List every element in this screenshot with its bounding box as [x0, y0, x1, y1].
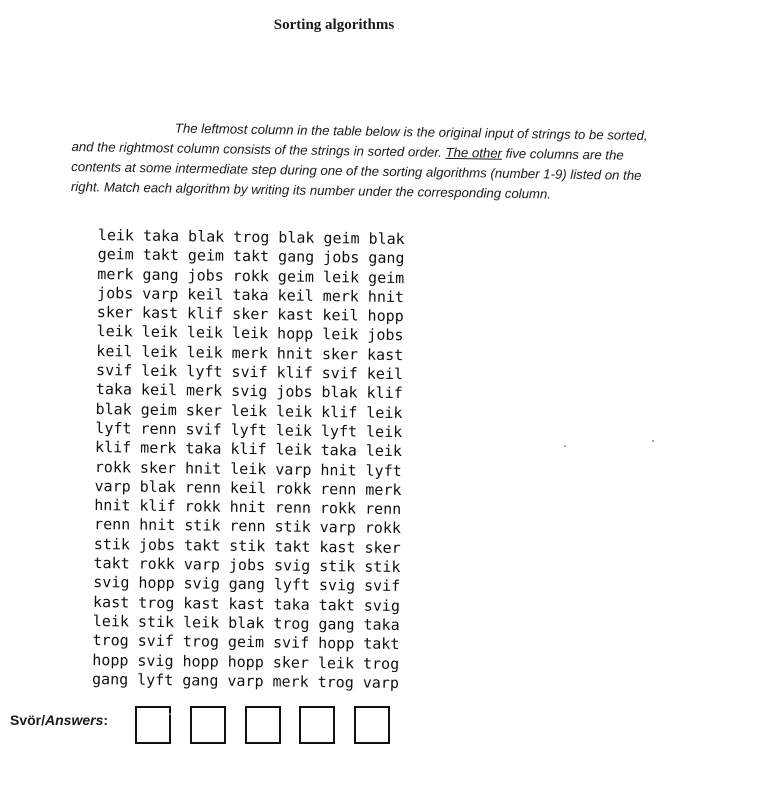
table-cell-col-5: merk [272, 672, 309, 691]
table-cell-col-7: jobs [367, 326, 404, 345]
table-cell-col-7: sker [364, 538, 401, 557]
table-cell-col-5: geim [277, 267, 315, 286]
table-cell-col-5: leik [275, 421, 313, 440]
table-cell-col-5: gang [277, 247, 315, 267]
table-cell-col-6: leik [322, 325, 359, 344]
table-cell-col-3: varp [183, 555, 221, 574]
table-cell-col-2: stik [137, 612, 175, 632]
table-cell-col-6: svif [321, 364, 358, 383]
table-cell-col-2: sker [139, 458, 177, 477]
table-cell-col-2: leik [141, 342, 178, 361]
table-cell-col-1: varp [94, 476, 131, 496]
table-cell-col-3: stik [184, 516, 221, 536]
table-cell-col-3: kast [183, 593, 220, 613]
table-cell-col-2: varp [142, 284, 179, 303]
table-cell-col-1: taka [95, 380, 133, 399]
table-cell-col-7: hopp [367, 306, 404, 326]
table-cell-col-7: taka [363, 615, 400, 634]
table-cell-col-2: taka [142, 226, 180, 246]
table-cell-col-5: blak [278, 228, 315, 247]
table-cell-col-3: leik [182, 613, 220, 632]
table-cell-col-4: hopp [227, 652, 264, 671]
table-cell-col-6: kast [319, 537, 356, 557]
instructions-line-4: right. Match each algorithm by writing its number under the corresponding column. [70, 178, 552, 202]
table-cell-col-4: taka [232, 285, 269, 305]
scan-speck [564, 445, 566, 447]
table-cell-col-2: geim [140, 400, 177, 419]
table-cell-col-6: stik [319, 557, 356, 576]
table-cell-col-4: renn [229, 517, 266, 536]
answer-box-3[interactable] [245, 706, 281, 744]
table-cell-col-4: gang [228, 575, 265, 594]
table-cell-col-3: blak [188, 227, 225, 246]
strings-table-container [88, 226, 410, 693]
table-cell-col-4: stik [229, 536, 266, 556]
table-cell-col-7: rokk [364, 519, 402, 538]
table-cell-col-2: jobs [138, 535, 176, 554]
table-cell-col-2: klif [139, 496, 176, 516]
table-cell-col-4: sker [232, 305, 269, 324]
table-cell-col-2: renn [140, 419, 177, 439]
table-cell-col-6: jobs [323, 248, 360, 267]
table-cell-col-3: hopp [182, 651, 219, 671]
table-cell-col-6: renn [320, 479, 357, 499]
scan-speck [652, 440, 654, 442]
table-cell-col-1: merk [97, 264, 134, 284]
table-cell-col-1: trog [92, 631, 129, 650]
table-cell-col-1: hopp [92, 650, 129, 670]
table-row [88, 670, 404, 693]
table-cell-col-1: svif [95, 361, 133, 380]
table-cell-col-4: trog [233, 227, 270, 247]
table-cell-col-4: jobs [228, 555, 266, 575]
table-cell-col-5: hopp [276, 324, 314, 344]
table-cell-col-7: varp [362, 673, 400, 692]
table-cell-col-7: kast [366, 345, 404, 364]
table-cell-col-3: rokk [184, 497, 221, 516]
table-cell-col-6: taka [320, 441, 357, 460]
table-cell-col-6: leik [317, 653, 355, 672]
answers-label [10, 712, 108, 728]
table-cell-col-7: leik [365, 441, 403, 461]
table-cell-col-4: svif [231, 362, 268, 382]
table-cell-col-1: svig [93, 573, 130, 592]
table-cell-col-6: varp [319, 518, 356, 537]
table-cell-col-4: keil [229, 478, 267, 498]
answer-box-4[interactable] [299, 706, 335, 744]
table-cell-col-1: renn [93, 515, 131, 534]
table-cell-col-7: stik [364, 557, 401, 577]
table-cell-col-4: geim [227, 633, 265, 652]
instructions-line-2-end: five columns are the [505, 145, 624, 163]
scan-speck [169, 713, 171, 715]
table-cell-col-6: blak [321, 383, 358, 402]
table-cell-col-6: keil [322, 306, 359, 325]
table-cell-col-2: hopp [138, 573, 175, 593]
instructions-underlined-text: The other [445, 144, 503, 161]
answers-label-italic: Answers [45, 712, 104, 728]
table-cell-col-1: stik [93, 534, 131, 554]
table-cell-col-4: rokk [232, 266, 269, 285]
table-cell-col-3: svig [183, 574, 220, 594]
table-cell-col-2: svif [137, 631, 174, 651]
table-cell-col-6: gang [318, 614, 355, 634]
table-cell-col-7: svig [363, 596, 401, 615]
answer-box-1[interactable] [135, 706, 171, 744]
table-cell-col-1: rokk [94, 457, 132, 477]
table-cell-col-7: leik [365, 422, 403, 442]
table-cell-col-3: jobs [187, 265, 224, 285]
table-cell-col-5: trog [273, 614, 310, 633]
table-cell-col-5: hnit [276, 344, 314, 363]
table-cell-col-3: taka [185, 439, 222, 458]
table-cell-col-6: geim [323, 229, 360, 248]
table-cell-col-3: klif [186, 304, 224, 323]
table-cell-col-3: leik [186, 343, 223, 362]
table-cell-col-7: trog [362, 654, 400, 673]
table-cell-col-6: merk [322, 286, 359, 306]
table-cell-col-4: klif [230, 440, 267, 459]
table-cell-col-4: lyft [230, 420, 267, 440]
table-cell-col-7: keil [366, 364, 404, 384]
table-cell-col-2: trog [138, 593, 175, 612]
table-cell-col-7: lyft [365, 461, 402, 480]
table-cell-col-3: geim [187, 246, 225, 266]
table-cell-col-3: leik [186, 323, 224, 343]
table-cell-col-7: takt [363, 634, 400, 654]
table-cell-col-2: rokk [138, 554, 175, 574]
table-cell-col-6: klif [321, 402, 358, 422]
table-cell-col-7: merk [365, 480, 402, 499]
table-cell-col-1: keil [96, 341, 133, 361]
table-cell-col-5: lyft [273, 575, 311, 595]
table-cell-col-5: taka [273, 595, 310, 614]
table-cell-col-6: leik [322, 267, 360, 287]
table-cell-col-1: takt [93, 554, 130, 573]
table-cell-col-4: merk [231, 343, 268, 363]
table-cell-col-1: jobs [97, 283, 134, 303]
table-cell-col-6: hnit [320, 460, 357, 480]
table-cell-col-2: kast [141, 303, 179, 323]
answer-box-2[interactable] [190, 706, 226, 744]
table-cell-col-3: sker [185, 400, 223, 420]
table-cell-col-1: blak [95, 399, 132, 419]
table-cell-col-2: keil [140, 381, 178, 400]
table-cell-col-1: sker [96, 303, 134, 322]
table-cell-col-3: keil [187, 285, 224, 304]
table-cell-col-5: leik [275, 402, 313, 421]
table-cell-col-2: leik [141, 361, 178, 381]
title-text: Sorting algorithms [273, 17, 395, 33]
table-cell-col-2: svig [137, 651, 174, 670]
table-cell-col-7: blak [368, 229, 405, 249]
instructions-line-2-text: and the rightmost column consists of the strings in sorted order. [71, 138, 443, 160]
table-cell-col-4: leik [230, 459, 267, 478]
table-cell-col-4: leik [231, 324, 269, 343]
table-cell-col-6: svig [318, 576, 356, 595]
table-cell-col-5: klif [276, 363, 313, 382]
table-cell-col-2: takt [142, 245, 179, 265]
table-cell-col-6: trog [317, 672, 354, 692]
table-cell-col-2: leik [141, 323, 178, 342]
table-cell-col-3: takt [183, 535, 221, 555]
table-cell-col-3: lyft [186, 362, 223, 381]
table-cell-col-7: klif [366, 383, 403, 403]
table-cell-col-5: stik [274, 517, 311, 537]
table-cell-col-4: varp [227, 671, 264, 691]
table-cell-col-4: blak [228, 613, 265, 633]
instructions-line-1: The leftmost column in the table below is the original input of strings to be sorted, [174, 120, 648, 144]
answers-label-colon: : [103, 712, 109, 728]
table-cell-col-7: hnit [367, 287, 405, 306]
table-cell-col-1: leik [97, 226, 135, 245]
table-cell-col-3: gang [182, 671, 219, 690]
table-cell-col-7: svif [363, 576, 401, 596]
table-cell-col-7: geim [367, 268, 405, 287]
table-cell-col-3: renn [184, 478, 222, 497]
table-cell-col-1: geim [97, 245, 134, 264]
table-cell-col-2: blak [139, 477, 176, 496]
table-cell-col-3: trog [182, 632, 220, 651]
table-cell-col-5: varp [275, 459, 312, 479]
table-cell-col-1: leik [96, 322, 133, 341]
table-cell-col-3: hnit [184, 458, 222, 478]
table-cell-col-5: svif [272, 633, 310, 653]
table-cell-col-4: hnit [229, 497, 266, 517]
table-cell-col-4: leik [230, 401, 268, 420]
table-cell-col-1: lyft [95, 419, 132, 438]
table-cell-col-6: sker [321, 344, 359, 364]
table-cell-col-4: takt [232, 247, 270, 266]
table-cell-col-1: gang [91, 669, 129, 689]
table-cell-col-5: leik [275, 440, 312, 460]
page-title [0, 17, 772, 34]
table-cell-col-4: kast [228, 594, 265, 613]
answer-box-5[interactable] [354, 706, 390, 744]
table-cell-col-6: lyft [320, 421, 358, 441]
table-cell-col-5: renn [274, 498, 312, 518]
table-cell-col-6: rokk [319, 499, 357, 518]
answers-label-plain: Svör/ [10, 712, 46, 728]
table-cell-col-1: kast [92, 592, 130, 612]
table-cell-col-7: gang [368, 248, 405, 268]
instructions-line-3: contents at some intermediate step during one of the sorting algorithms (number 1-9) listed on the [71, 158, 642, 183]
table-cell-col-6: hopp [318, 634, 355, 653]
table-cell-col-6: takt [318, 595, 355, 615]
table-cell-col-5: keil [277, 286, 314, 305]
table-cell-col-3: merk [185, 381, 223, 401]
table-cell-col-1: leik [92, 611, 130, 631]
table-cell-col-4: svig [231, 382, 268, 401]
table-cell-col-2: lyft [137, 670, 174, 689]
table-cell-col-7: renn [364, 499, 402, 519]
strings-table-body [88, 226, 410, 693]
table-cell-col-1: hnit [94, 496, 131, 515]
table-cell-col-2: merk [140, 438, 177, 458]
table-cell-col-5: jobs [276, 382, 313, 402]
table-cell-col-2: gang [142, 265, 179, 284]
table-cell-col-5: kast [277, 305, 314, 325]
table-cell-col-7: leik [366, 403, 403, 422]
table-cell-col-5: rokk [274, 479, 312, 498]
table-cell-col-2: hnit [139, 516, 176, 535]
strings-table [88, 226, 410, 693]
table-cell-col-3: svif [185, 420, 222, 439]
instructions-paragraph [71, 117, 672, 206]
table-cell-col-5: sker [272, 652, 310, 672]
table-cell-col-5: svig [273, 556, 311, 575]
table-cell-col-5: takt [274, 537, 311, 556]
table-cell-col-1: klif [94, 438, 132, 457]
